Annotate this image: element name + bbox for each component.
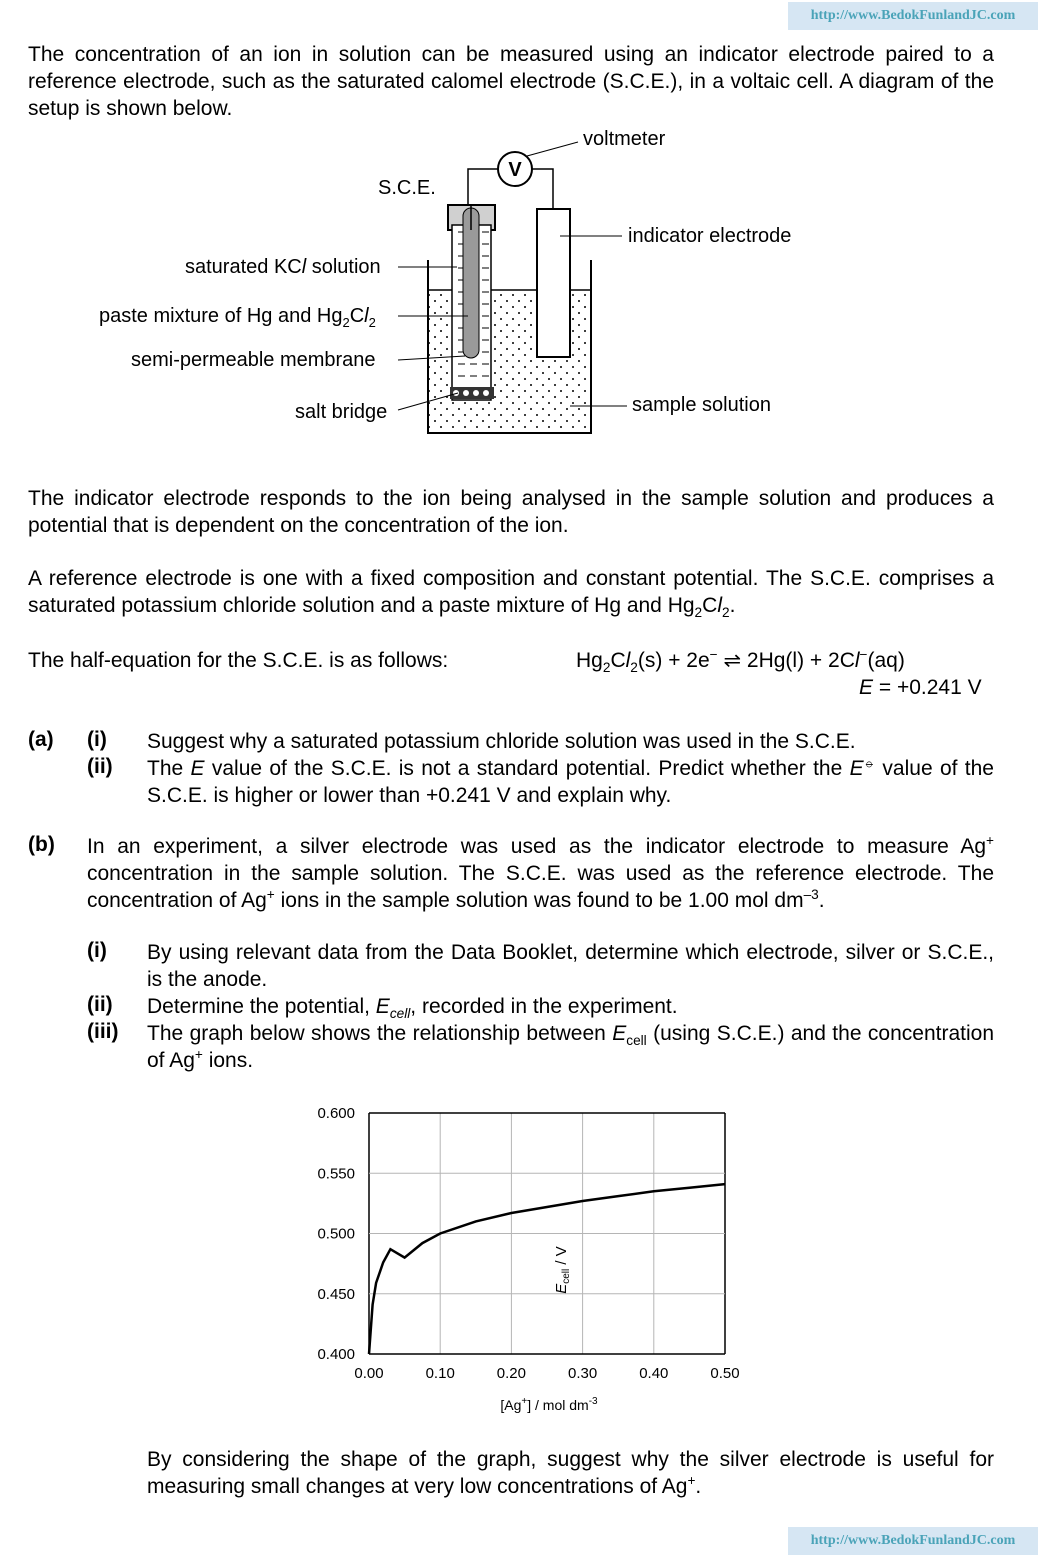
question-a-label: (a) [28,728,54,751]
chart-y-tick-label: 0.400 [317,1346,355,1363]
chart-y-tick-label: 0.450 [317,1285,355,1303]
chart-grid [369,1113,725,1354]
question-b-i-label: (i) [87,939,107,962]
chart-x-ticks [354,1365,739,1382]
question-b-ii-label: (ii) [87,993,113,1016]
sample-solution-label: sample solution [632,394,771,416]
ecell-curve [369,1184,725,1354]
question-a-i-text: Suggest why a saturated potassium chloride solution was used in the S.C.E. [147,730,856,753]
chart-y-tick-label: 0.500 [317,1225,355,1243]
chart-x-axis-label: [Ag+] / mol $dm^{-3}$ [500,1396,598,1413]
question-b-iii-label: (iii) [87,1020,119,1043]
question-a-i-label: (i) [87,728,107,751]
salt-bridge-label: salt bridge [295,401,388,423]
paste-mixture-label: paste mixture of Hg and $Hg_2Cl_2$ [99,305,376,330]
voltmeter-leader [527,142,578,156]
question-b-i-text: By using relevant data from the Data Booklet, determine which electrode, silver or S.C.E., is the anode. [147,941,994,991]
half-equation-lead: The half-equation for the S.C.E. is as follows: [28,649,449,672]
indicator-paragraph: The indicator electrode responds to the ion being analysed in the sample solution and produces a potential that is dependent on the concentration of the ion. [28,487,994,537]
final-question-text: By considering the shape of the graph, suggest why the silver electrode is useful for measuring small changes at very low concentrations of Ag+. [147,1448,994,1498]
chart-x-tick-label: 0.10 [425,1365,455,1382]
indicator-electrode [537,209,570,357]
chart-x-tick-label: 0.00 [354,1365,384,1382]
header-url-banner[interactable]: http://www.BedokFunlandJC.com [788,2,1038,30]
question-b-iii-text: The graph below shows the relationship between $E_{cell}$ (using S.C.E.) and the concentration of Ag+ ions. [147,1022,995,1072]
chart-x-tick-label: 0.30 [567,1365,598,1382]
question-b-ii-text: Determine the potential, $E_{cell}$, recorded in the experiment. [147,995,678,1022]
sce-electrode [448,205,495,400]
chart-x-tick-label: 0.20 [496,1365,527,1382]
sce-label: S.C.E. [378,177,436,199]
chart-x-tick-label: 0.40 [639,1365,669,1382]
apparatus-diagram [0,130,1042,450]
chart-y-tick-label: 0.550 [317,1165,355,1183]
ecell-chart [270,1095,770,1425]
membrane-label: semi-permeable membrane [131,349,376,371]
voltmeter-symbol: V [508,159,522,181]
half-equation-potential: E = +0.241 V [859,676,982,699]
intro-paragraph: The concentration of an ion in solution can be measured using an indicator electrode paired to a reference electrode, such as the saturated calomel electrode (S.C.E.), in a voltaic cell. A diagram of the setup is shown below. [28,43,994,120]
reference-paragraph: A reference electrode is one with a fixed composition and constant potential. The S.C.E. comprises a saturated potassium chloride solution and a paste mixture of Hg and $Hg_2Cl_2$. [28,567,994,621]
chart-y-tick-label: 0.600 [317,1105,355,1122]
half-equation: $Hg_2Cl_2(s) + 2e^-$ ⇌ 2Hg(l) + 2Cl−(aq) [576,647,905,676]
voltmeter-label: voltmeter [583,128,666,150]
kcl-solution-label: saturated KCl solution [185,256,381,278]
footer-url-banner[interactable]: http://www.BedokFunlandJC.com [788,1527,1038,1555]
question-a-ii-text: The E value of the S.C.E. is not a standard potential. Predict whether the E⦵ value of the S.C.E. is higher or lower than +0.241 V and explain why. [147,755,994,807]
chart-x-tick-label: 0.50 [710,1365,740,1382]
question-b-text: In an experiment, a silver electrode was used as the indicator electrode to measure Ag+ concentration in the sample solution. The S.C.E. was used as the reference electrode. The concentration of Ag+ ions in the sample solution was found to be 1.00 mol $dm^{-3}$. [87,833,994,912]
indicator-electrode-label: indicator electrode [628,225,792,247]
chart-y-axis-label: $E_{cell}$ / V [553,1246,572,1294]
question-b-label: (b) [28,833,55,856]
question-a-ii-label: (ii) [87,755,113,778]
chart-y-ticks [317,1105,355,1363]
